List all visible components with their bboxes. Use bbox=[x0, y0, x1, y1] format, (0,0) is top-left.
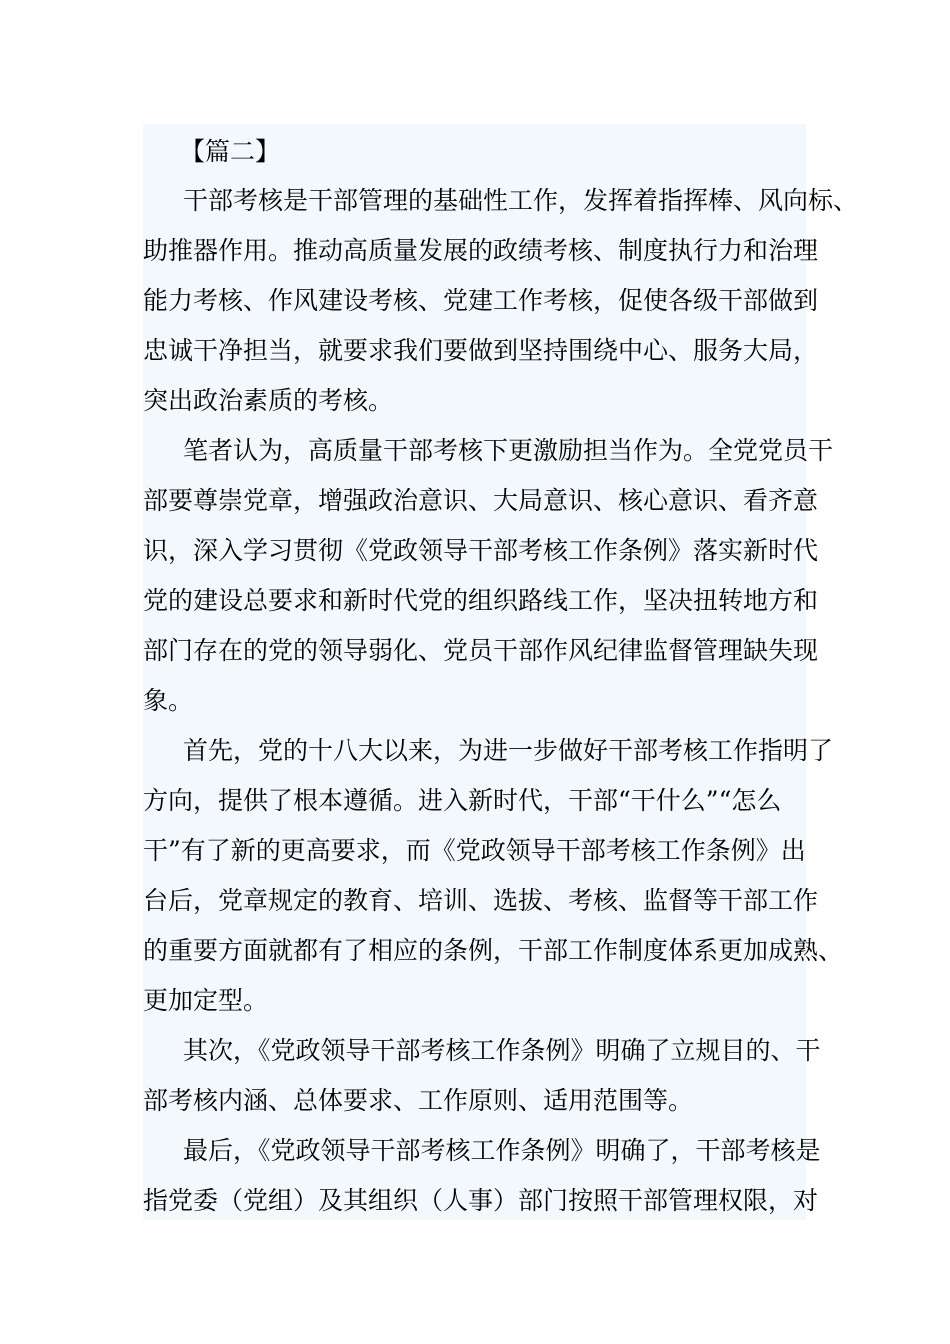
paragraph-line: 突出政治素质的考核。 bbox=[143, 386, 394, 415]
paragraph-line: 干”有了新的更高要求，而《党政领导干部考核工作条例》出 bbox=[143, 836, 806, 865]
paragraph-line: 其次，《党政领导干部考核工作条例》明确了立规目的、干 bbox=[183, 1036, 821, 1065]
paragraph-line: 指党委（党组）及其组织（人事）部门按照干部管理权限，对 bbox=[143, 1186, 819, 1215]
paragraph-line: 首先，党的十八大以来，为进一步做好干部考核工作指明了 bbox=[183, 736, 834, 765]
paragraph-line: 干部考核是干部管理的基础性工作，发挥着指挥棒、风向标、 bbox=[183, 186, 859, 215]
paragraph-line: 助推器作用。推动高质量发展的政绩考核、制度执行力和治理 bbox=[143, 236, 819, 265]
paragraph-line: 部考核内涵、总体要求、工作原则、适用范围等。 bbox=[143, 1086, 694, 1115]
paragraph-line: 忠诚干净担当，就要求我们要做到坚持围绕中心、服务大局， bbox=[143, 336, 819, 365]
paragraph-line: 笔者认为，高质量干部考核下更激励担当作为。全党党员干 bbox=[183, 436, 834, 465]
paragraph-line: 方向，提供了根本遵循。进入新时代，干部“干什么”“怎么 bbox=[143, 786, 782, 815]
paragraph-line: 部门存在的党的领导弱化、党员干部作风纪律监督管理缺失现 bbox=[143, 636, 819, 665]
paragraph-line: 能力考核、作风建设考核、党建工作考核，促使各级干部做到 bbox=[143, 286, 819, 315]
paragraph-line: 更加定型。 bbox=[143, 986, 269, 1015]
section-heading: 【篇二】 bbox=[180, 137, 281, 166]
paragraph-line: 台后，党章规定的教育、培训、选拔、考核、监督等干部工作 bbox=[143, 886, 819, 915]
paragraph-line: 识，深入学习贯彻《党政领导干部考核工作条例》落实新时代 bbox=[143, 536, 819, 565]
paragraph-line: 象。 bbox=[143, 686, 194, 715]
paragraph-line: 党的建设总要求和新时代党的组织路线工作，坚决扭转地方和 bbox=[143, 586, 819, 615]
paragraph-line: 部要尊崇党章，增强政治意识、大局意识、核心意识、看齐意 bbox=[143, 486, 819, 515]
paragraph-line: 的重要方面就都有了相应的条例，干部工作制度体系更加成熟、 bbox=[143, 936, 844, 965]
paragraph-line: 最后，《党政领导干部考核工作条例》明确了，干部考核是 bbox=[183, 1136, 821, 1165]
